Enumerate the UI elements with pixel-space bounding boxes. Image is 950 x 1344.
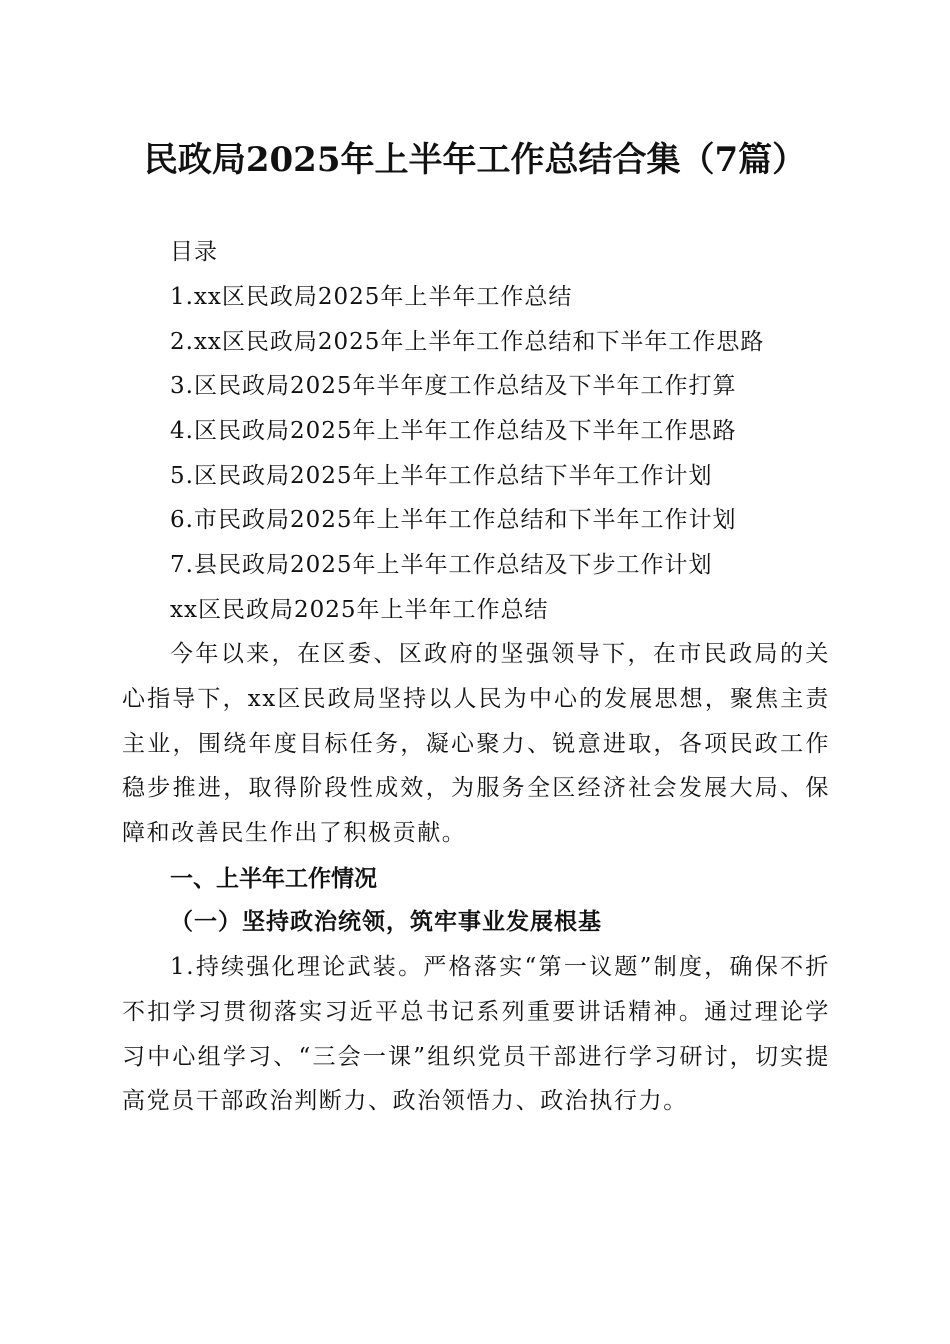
toc-heading: 目录 — [170, 239, 218, 265]
toc-item: 6.市民政局2025年上半年工作总结和下半年工作计划 — [170, 507, 737, 533]
heading-level-1: 一、上半年工作情况 — [170, 866, 377, 892]
toc-item: 3.区民政局2025年半年度工作总结及下半年工作打算 — [170, 373, 737, 399]
heading-level-2: （一）坚持政治统领，筑牢事业发展根基 — [170, 908, 602, 935]
toc-item: 5.区民政局2025年上半年工作总结下半年工作计划 — [170, 463, 713, 489]
toc-item: 4.区民政局2025年上半年工作总结及下半年工作思路 — [170, 418, 737, 444]
intro-paragraph: 今年以来，在区委、区政府的坚强领导下，在市民政局的关心指导下，xx区民政局坚持以人民为中心的发展思想，聚焦主责主业，围绕年度目标任务，凝心聚力、锐意进取，各项民政工作稳步推进，取得阶段性成效，为服务全区经济社会发展大局、保障和改善民生作出了积极贡献。 — [122, 641, 830, 847]
section-title: xx区民政局2025年上半年工作总结 — [170, 597, 549, 623]
toc-item: 1.xx区民政局2025年上半年工作总结 — [170, 284, 573, 310]
document-title: 民政局2025年上半年工作总结合集（7篇） — [143, 140, 807, 180]
toc-item: 7.县民政局2025年上半年工作总结及下步工作计划 — [170, 552, 713, 578]
body-paragraph: 1.持续强化理论武装。严格落实“第一议题”制度，确保不折不扣学习贯彻落实习近平总书记系列重要讲话精神。通过理论学习中心组学习、“三会一课”组织党员干部进行学习研讨，切实提高党员干部政治判断力、政治领悟力、政治执行力。 — [122, 954, 830, 1115]
toc-item: 2.xx区民政局2025年上半年工作总结和下半年工作思路 — [170, 329, 765, 355]
